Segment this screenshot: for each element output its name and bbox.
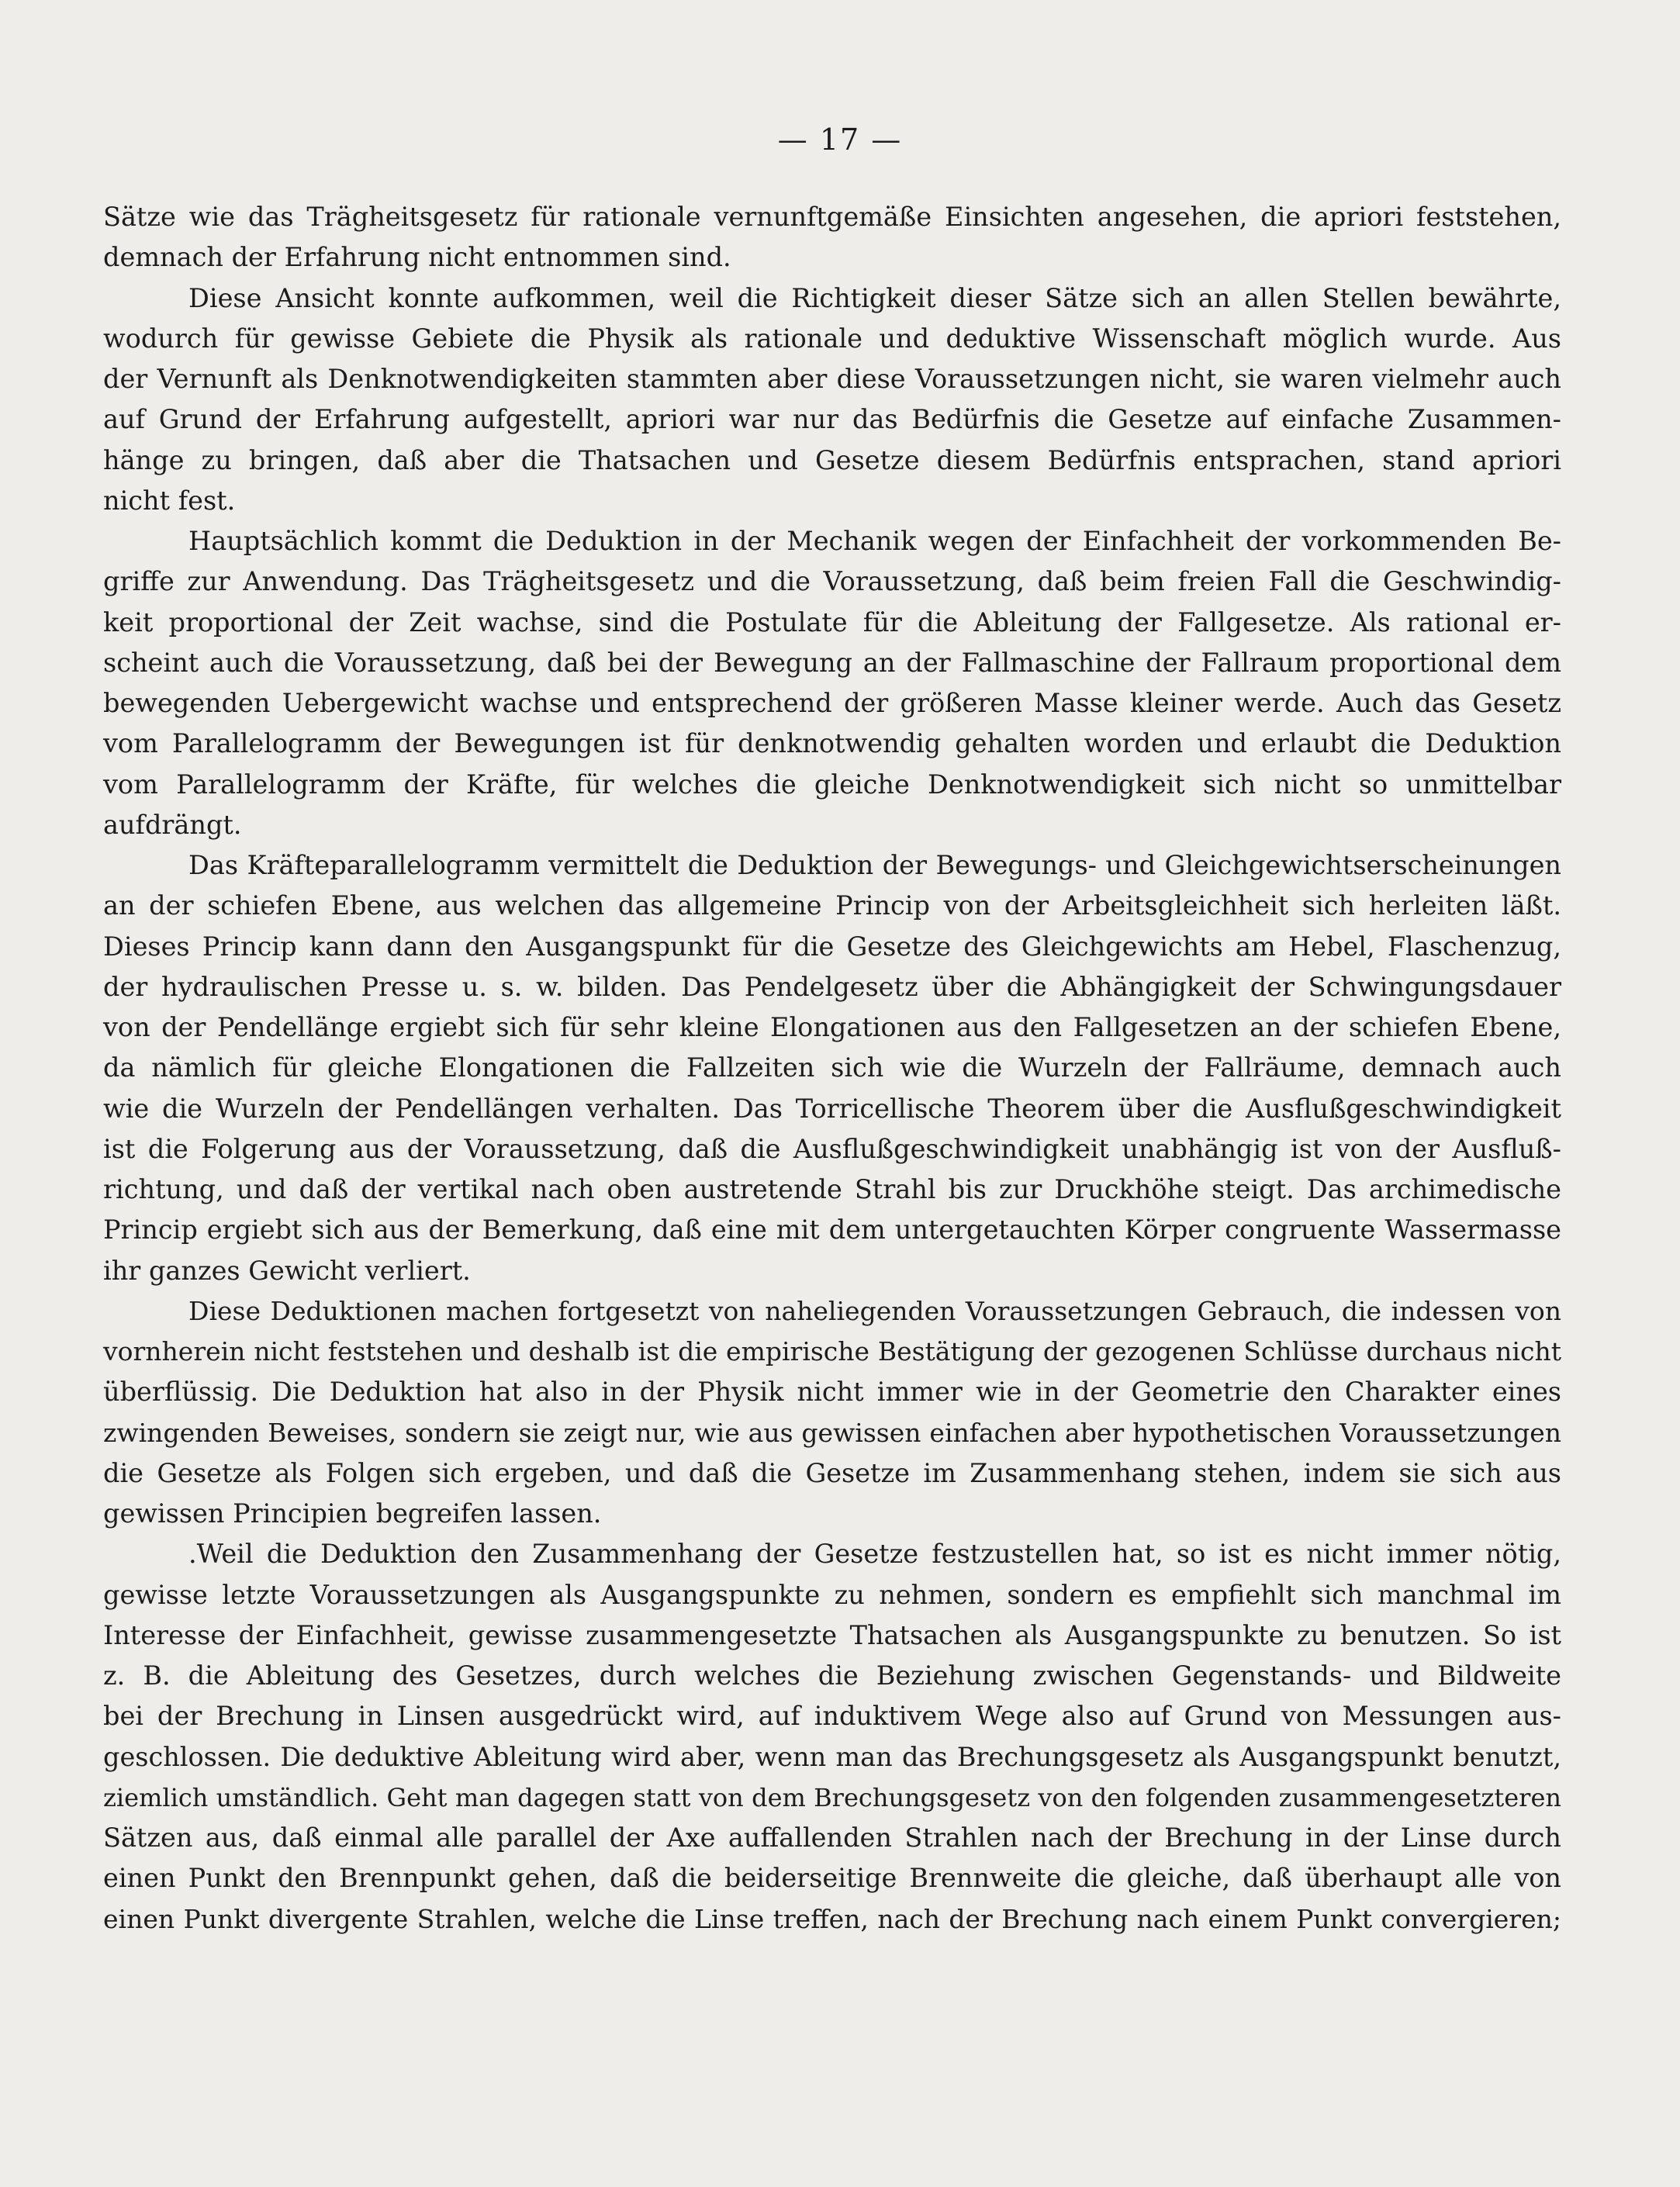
text-line: wodurch für gewisse Gebiete die Physik als rationale und deduktive Wissenschaft möglich wurde. Aus: [103, 323, 1561, 354]
text-line: von der Pendellänge ergiebt sich für sehr kleine Elongationen aus den Fallgesetzen an der schiefen Ebene,: [103, 1012, 1561, 1042]
text-line: richtung, und daß der vertikal nach oben austretende Strahl bis zur Druckhöhe steigt. Das archimedische: [103, 1174, 1561, 1204]
text-line: nicht fest.: [103, 485, 236, 516]
text-line: griffe zur Anwendung. Das Trägheitsgesetz und die Voraussetzung, daß beim freien Fall die Geschwindig-: [103, 566, 1561, 597]
text-line: Sätzen aus, daß einmal alle parallel der Axe auffallenden Strahlen nach der Brechung in der Linse durch: [103, 1822, 1561, 1853]
text-line: überflüssig. Die Deduktion hat also in der Physik nicht immer wie in der Geometrie den Charakter eines: [103, 1377, 1561, 1408]
text-line: ziemlich umständlich. Geht man dagegen statt von dem Brechungsgesetz von den folgenden zusammengesetzteren: [103, 1782, 1561, 1812]
body-text: [103, 197, 1561, 1940]
text-line: einen Punkt divergente Strahlen, welche die Linse treffen, nach der Brechung nach einem Punkt convergieren;: [103, 1903, 1561, 1934]
text-line: geschlossen. Die deduktive Ableitung wird aber, wenn man das Brechungsgesetz als Ausgangspunkt benutzt,: [103, 1741, 1561, 1772]
text-line: gewisse letzte Voraussetzungen als Ausgangspunkte zu nehmen, sondern es empfiehlt sich manchmal im: [103, 1579, 1561, 1610]
text-line: wie die Wurzeln der Pendellängen verhalten. Das Torricellische Theorem über die Ausflußgeschwindigkeit: [103, 1093, 1561, 1124]
text-line: Interesse der Einfachheit, gewisse zusammengesetzte Thatsachen als Ausgangspunkte zu benutzen. So ist: [103, 1619, 1561, 1650]
text-line: bei der Brechung in Linsen ausgedrückt wird, auf induktivem Wege also auf Grund von Messungen aus-: [103, 1701, 1561, 1732]
text-line: der hydraulischen Presse u. s. w. bilden. Das Pendelgesetz über die Abhängigkeit der Schwingungsdauer: [103, 971, 1561, 1002]
text-line: .Weil die Deduktion den Zusammenhang der Gesetze festzustellen hat, so ist es nicht immer nötig,: [188, 1539, 1561, 1570]
text-line: vom Parallelogramm der Bewegungen ist für denknotwendig gehalten worden und erlaubt die Deduktion: [103, 728, 1561, 759]
text-line: die Gesetze als Folgen sich ergeben, und daß die Gesetze im Zusammenhang stehen, indem sie sich aus: [103, 1457, 1561, 1488]
text-line: zwingenden Beweises, sondern sie zeigt nur, wie aus gewissen einfachen aber hypothetischen Voraussetzungen: [103, 1417, 1561, 1448]
text-line: scheint auch die Voraussetzung, daß bei der Bewegung an der Fallmaschine der Fallraum proportional dem: [103, 647, 1561, 678]
text-line: ihr ganzes Gewicht verliert.: [103, 1255, 471, 1286]
text-line: auf Grund der Erfahrung aufgestellt, apriori war nur das Bedürfnis die Gesetze auf einfache Zusammen-: [103, 404, 1561, 435]
text-line: einen Punkt den Brennpunkt gehen, daß die beiderseitige Brennweite die gleiche, daß überhaupt alle von: [103, 1863, 1561, 1894]
text-line: gewissen Principien begreifen lassen.: [103, 1498, 602, 1529]
text-line: Hauptsächlich kommt die Deduktion in der Mechanik wegen der Einfachheit der vorkommenden Be-: [188, 526, 1561, 556]
text-line: an der schiefen Ebene, aus welchen das allgemeine Princip von der Arbeitsgleichheit sich herleiten läßt.: [103, 890, 1561, 921]
text-line: Dieses Princip kann dann den Ausgangspunkt für die Gesetze des Gleichgewichts am Hebel, Flaschenzug,: [103, 931, 1561, 962]
text-line: vornherein nicht feststehen und deshalb ist die empirische Bestätigung der gezogenen Schlüsse durchaus nicht: [103, 1336, 1561, 1366]
text-line: der Vernunft als Denknotwendigkeiten stammten aber diese Voraussetzungen nicht, sie waren vielmehr auch: [103, 364, 1561, 394]
text-line: vom Parallelogramm der Kräfte, für welches die gleiche Denknotwendigkeit sich nicht so unmittelbar: [103, 769, 1561, 800]
page-number: — 17 —: [777, 123, 903, 157]
text-line: Diese Deduktionen machen fortgesetzt von naheliegenden Voraussetzungen Gebrauch, die indessen von: [188, 1295, 1561, 1326]
text-line: aufdrängt.: [103, 809, 242, 840]
text-line: demnach der Erfahrung nicht entnommen sind.: [103, 242, 731, 273]
text-line: hänge zu bringen, daß aber die Thatsachen und Gesetze diesem Bedürfnis entsprachen, stand apriori: [103, 444, 1561, 475]
text-line: ist die Folgerung aus der Voraussetzung, daß die Ausflußgeschwindigkeit unabhängig ist von der Ausfluß-: [103, 1133, 1561, 1164]
text-line: Diese Ansicht konnte aufkommen, weil die Richtigkeit dieser Sätze sich an allen Stellen bewährte,: [188, 282, 1561, 313]
text-line: da nämlich für gleiche Elongationen die Fallzeiten sich wie die Wurzeln der Fallräume, demnach auch: [103, 1052, 1561, 1083]
text-line: z. B. die Ableitung des Gesetzes, durch welches die Beziehung zwischen Gegenstands- und Bildweite: [103, 1660, 1561, 1691]
text-line: bewegenden Uebergewicht wachse und entsprechend der größeren Masse kleiner werde. Auch das Gesetz: [103, 688, 1561, 718]
text-line: Sätze wie das Trägheitsgesetz für rationale vernunftgemäße Einsichten angesehen, die apriori feststehen,: [103, 202, 1561, 232]
text-line: Princip ergiebt sich aus der Bemerkung, daß eine mit dem untergetauchten Körper congruente Wassermasse: [103, 1214, 1561, 1246]
text-line: Das Kräfteparallelogramm vermittelt die Deduktion der Bewegungs- und Gleichgewichtserscheinungen: [188, 850, 1561, 880]
text-line: keit proportional der Zeit wachse, sind die Postulate für die Ableitung der Fallgesetze. Als rational er-: [103, 606, 1561, 637]
